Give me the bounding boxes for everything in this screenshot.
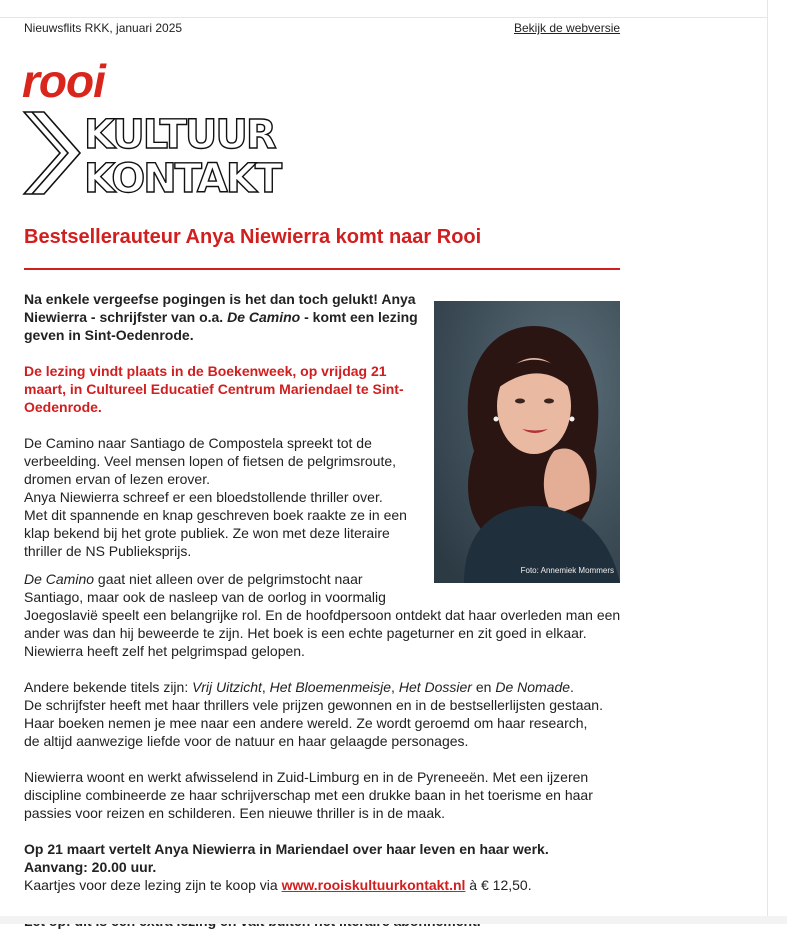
event-notice: De lezing vindt plaats in de Boekenweek, op vrijdag 21 maart, in Cultureel Educatief Centrum Mariendael te Sint-Oedenrode. [24,363,404,415]
bottom-scroll-area [0,916,787,924]
logo-line2: KONTAKT [84,156,281,198]
webversion-link[interactable]: Bekijk de webversie [514,21,621,35]
photo-credit: Foto: Annemiek Mommers [520,566,614,575]
newsletter-label: Nieuwsflits RKK, januari 2025 [24,21,183,35]
intro-paragraph: Na enkele vergeefse pogingen is het dan toch gelukt! Anya Niewierra - schrijfster van o.a. De Camino - komt een lezing geven in Sint-Oedenrode. [24,291,418,343]
rkk-logo[interactable] [22,55,292,198]
article-title: Bestsellerauteur Anya Niewierra komt naar Rooi [24,226,482,248]
camino-detail-b: Joegoslavië speelt een belangrijke rol. En de hoofdpersoon ontdekt dat haar overleden man een ander was dan hij beweerde te zijn. Het boek is een echte pageturner en zit goed in elkaar. Niewierra heeft zelf het pelgrimspad gelopen. [24,607,621,659]
article-body-wide [24,570,624,948]
author-bio: Niewierra woont en werkt afwisselend in Zuid-Limburg en in de Pyreneeën. Met een ijzeren discipline combineerde ze haar schrijverschap met een drukke baan in het toerisme en haar passies voor reizen en schilderen. Een nieuwe thriller is in de maak. [24,769,593,821]
camino-paragraph: De Camino naar Santiago de Compostela spreekt tot de verbeelding. Veel mensen lopen of fietsen de pelgrimsroute, dromen ervan of lezen erover. Anya Niewierra schreef er een bloedstollende thriller over. Met dit spannende en knap geschreven boek raakte ze in een klap bekend bij het grote publiek. Ze won met deze literaire thriller de NS Publieksprijs. [24,435,407,559]
top-divider [0,17,767,18]
author-photo [434,301,620,583]
title-rule [24,268,620,270]
logo-wordmark-graphic [22,110,292,198]
intro-book-title: De Camino [227,309,301,325]
right-divider [767,0,768,924]
camino-detail-a: De Camino gaat niet alleen over de pelgrimstocht naar Santiago, maar ook de nasleep van de oorlog in voormalig [24,571,386,605]
other-titles-paragraph: Andere bekende titels zijn: Vrij Uitzicht, Het Bloemenmeisje, Het Dossier en De Nomade. De schrijfster heeft met haar thrillers vele prijzen gewonnen en in de bestsellerlijsten gestaan. Haar boeken nemen je mee naar een andere wereld. Ze wordt geroemd om haar research, de altijd aanwezige liefde voor de natuur en haar gelaagde personages. [24,679,603,749]
event-summary: Op 21 maart vertelt Anya Niewierra in Mariendael over haar leven en haar werk. [24,841,549,857]
event-details: Op 21 maart vertelt Anya Niewierra in Mariendael over haar leven en haar werk. Aanvang: 20.00 uur. Kaartjes voor deze lezing zijn te koop via www.rooiskultuurkontakt.nl à € 12,50. [24,841,549,893]
tickets-link[interactable]: www.rooiskultuurkontakt.nl [281,877,466,893]
start-time: Aanvang: 20.00 uur. [24,859,157,875]
logo-line1: KULTUUR [84,112,275,158]
article-body-column [24,290,424,578]
logo-rooi-text: rooi [22,55,105,107]
